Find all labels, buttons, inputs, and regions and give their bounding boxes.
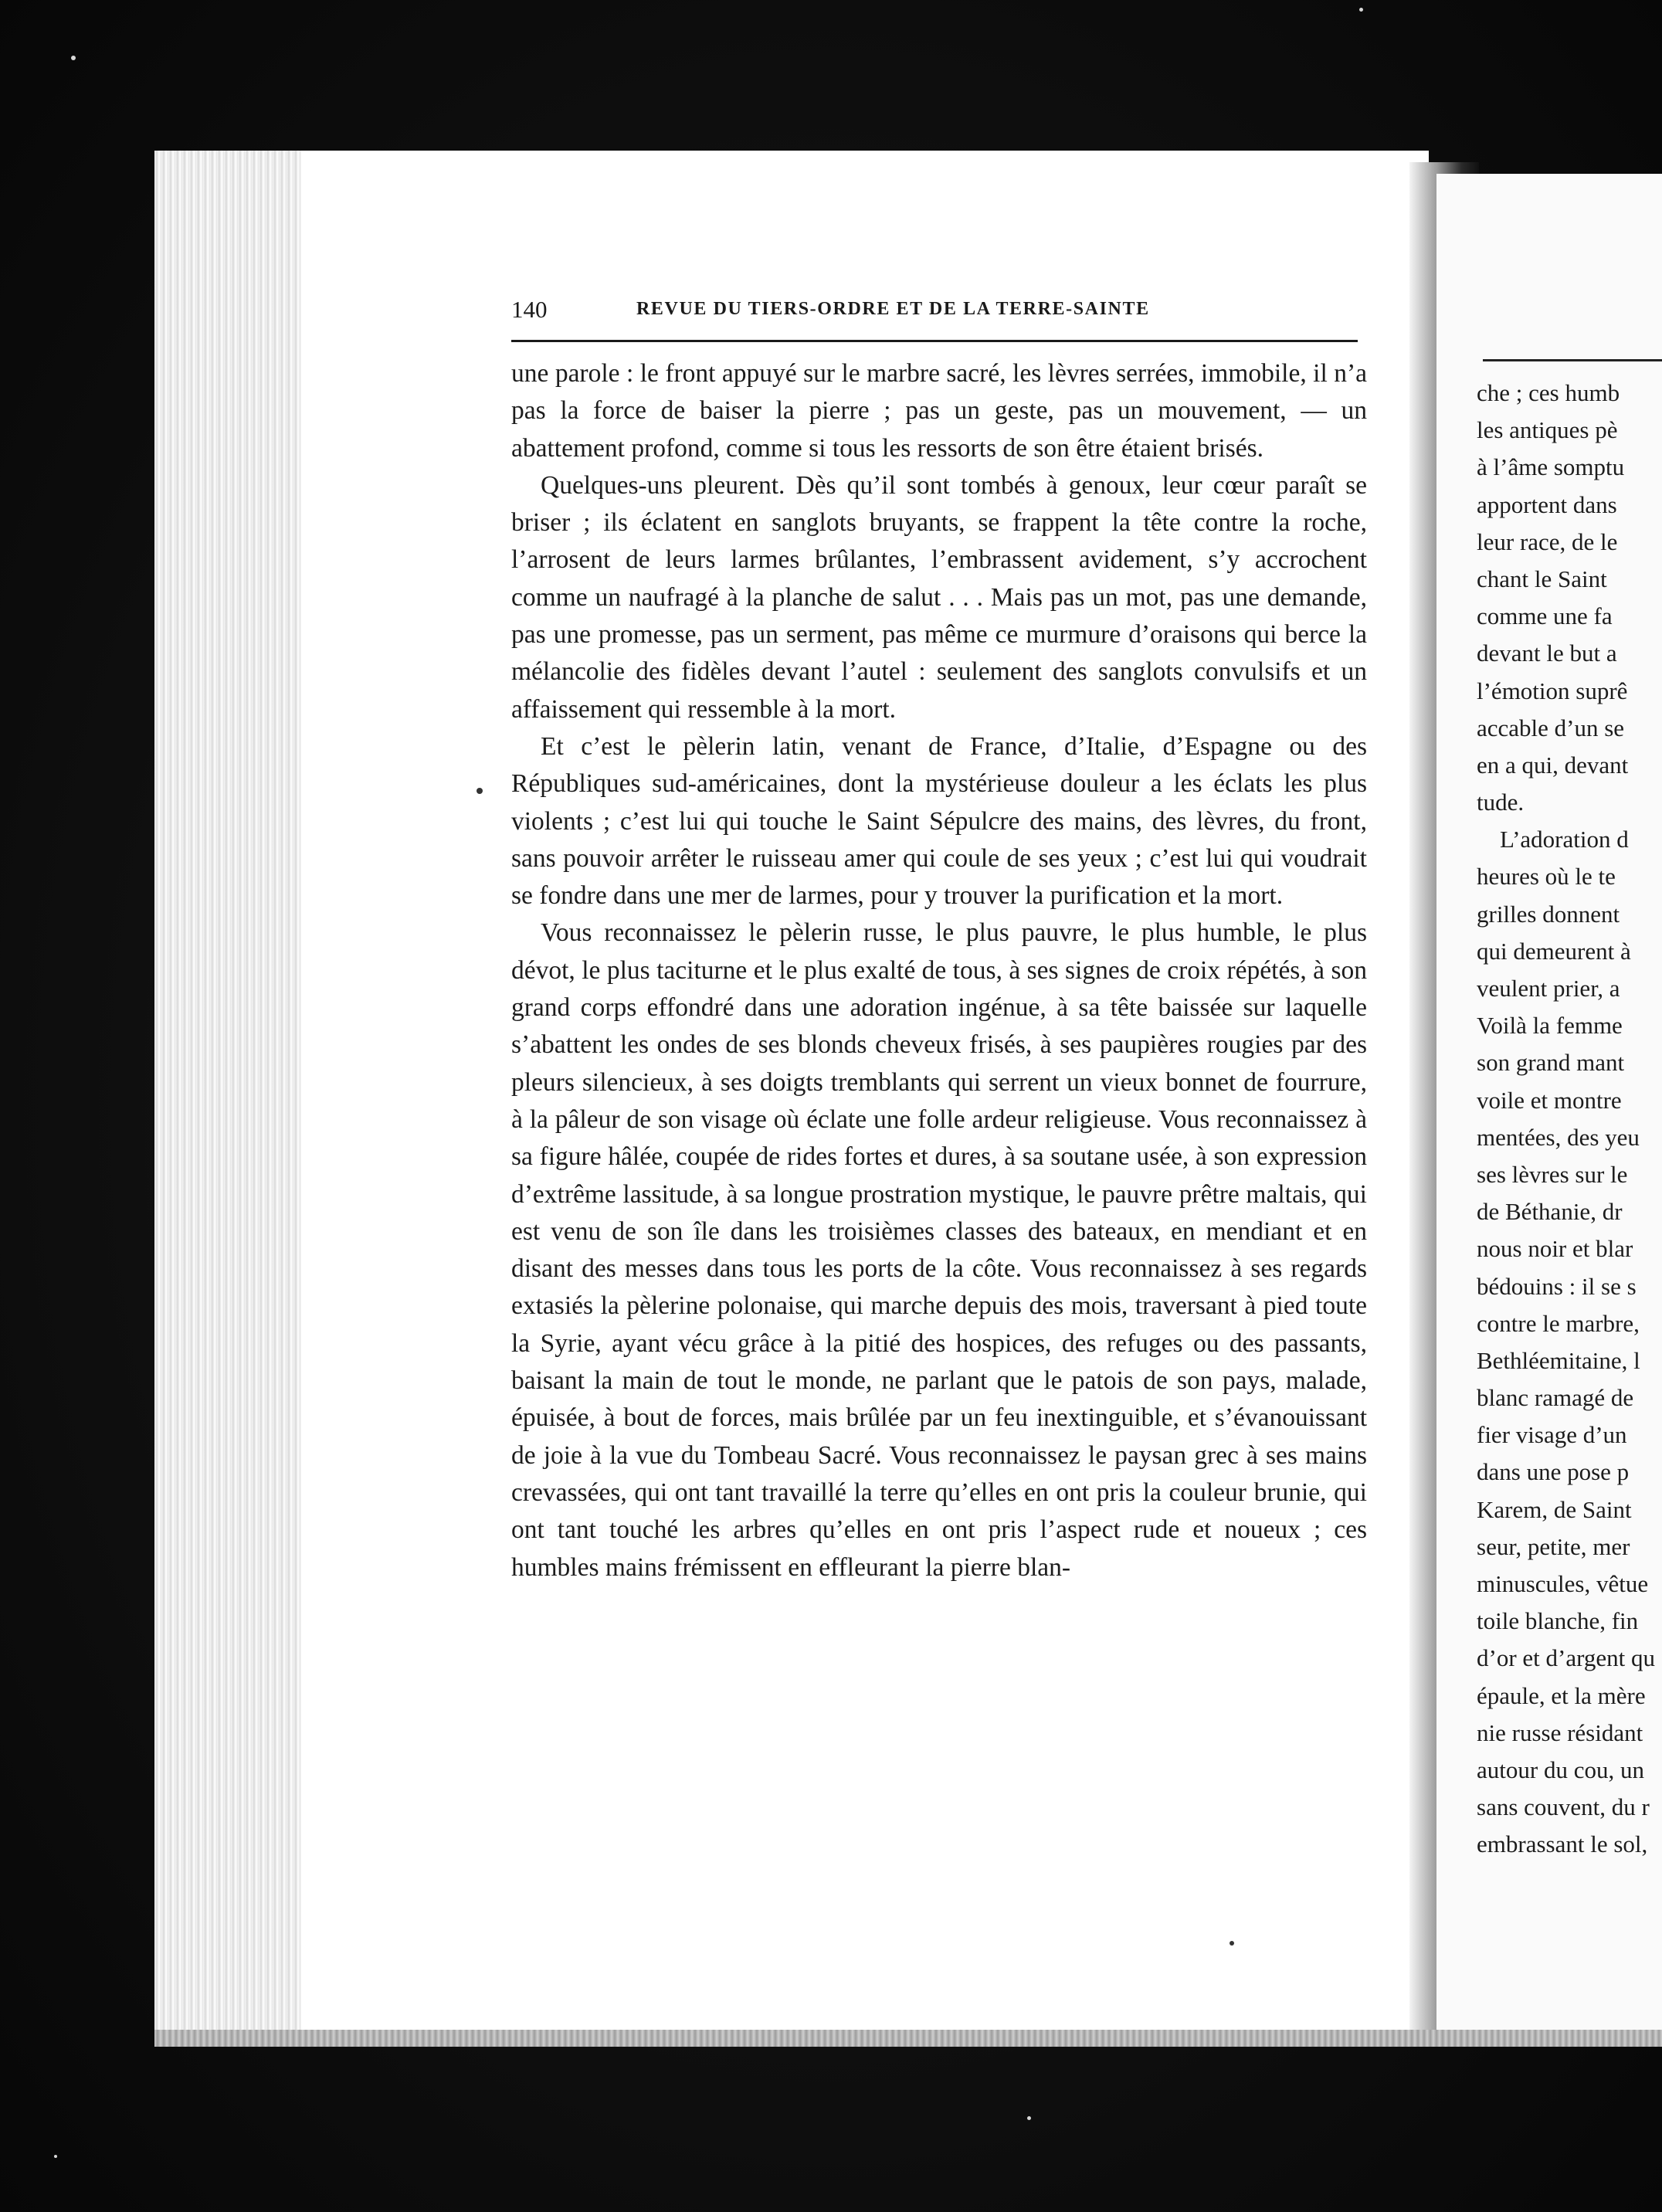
right-page-line: contre le marbre, bbox=[1477, 1309, 1640, 1337]
running-head bbox=[511, 296, 1358, 327]
page-number: 140 bbox=[511, 296, 548, 323]
right-page-header-rule bbox=[1483, 359, 1662, 361]
right-page-line: nie russe résidant bbox=[1477, 1718, 1643, 1746]
scan-speck bbox=[54, 2155, 57, 2158]
right-page-line: tude. bbox=[1477, 789, 1525, 816]
page-bottom-edge bbox=[154, 2030, 1662, 2047]
right-page-line: che ; ces humb bbox=[1477, 379, 1620, 406]
right-page-line: à l’âme somptu bbox=[1477, 453, 1625, 481]
right-page-line: bédouins : il se s bbox=[1477, 1272, 1637, 1300]
margin-mark bbox=[477, 788, 483, 794]
paragraph: une parole : le front appuyé sur le marbre sacré, les lèvres serrées, immobile, il n’a pas la force de baiser la pierre ; pas un geste, pas un mouvement, — un abattement profond, comme si tous les ressorts de son être étaient brisés. bbox=[511, 359, 1367, 463]
right-page-line: chant le Saint bbox=[1477, 565, 1607, 592]
right-page-line: comme une fa bbox=[1477, 602, 1613, 630]
right-page-line: voile et montre bbox=[1477, 1086, 1622, 1114]
right-page-line: épaule, et la mère bbox=[1477, 1681, 1646, 1709]
main-text-block bbox=[511, 355, 1367, 1586]
scan-speck bbox=[1359, 8, 1363, 12]
right-page-line: blanc ramagé de bbox=[1477, 1384, 1634, 1412]
stacked-page-edges bbox=[154, 151, 321, 2043]
right-page-line: nous noir et blar bbox=[1477, 1235, 1633, 1263]
right-page-line: heures où le te bbox=[1477, 863, 1616, 891]
right-page-line: leur race, de le bbox=[1477, 528, 1618, 555]
right-page-line: grilles donnent bbox=[1477, 900, 1620, 928]
paragraph: Quelques-uns pleurent. Dès qu’il sont tombés à genoux, leur cœur paraît se briser ; ils éclatent en sanglots bruyants, se frappent la tête contre la roche, l’arrosent de leurs larmes brûlantes, l’embrassent avidement, s’y accrochent comme un naufragé à la planche de salut . . . Mais pas un mot, pas une demande, pas une promesse, pas un serment, pas même ce murmure d’oraisons qui berce la mélancolie des fidèles devant l’autel : seulement des sanglots convulsifs et un affaissement qui ressemble à la mort. bbox=[511, 470, 1367, 724]
right-page-line: en a qui, devant bbox=[1477, 751, 1629, 779]
right-page-line: mentées, des yeu bbox=[1477, 1123, 1640, 1151]
right-page-line: Karem, de Saint bbox=[1477, 1495, 1632, 1523]
right-page-line: embrassant le sol, bbox=[1477, 1830, 1648, 1858]
scan-speck bbox=[1027, 2116, 1031, 2120]
right-page-line: l’émotion suprê bbox=[1477, 677, 1628, 704]
right-page-line: ses lèvres sur le bbox=[1477, 1160, 1628, 1188]
header-rule bbox=[511, 340, 1358, 342]
right-page-line: L’adoration d bbox=[1500, 826, 1629, 853]
right-page-line: toile blanche, fin bbox=[1477, 1607, 1639, 1635]
right-page-line: qui demeurent à bbox=[1477, 937, 1631, 965]
paragraph: Vous reconnaissez le pèlerin russe, le plus pauvre, le plus humble, le plus dévot, le plus taciturne et le plus exalté de tous, à ses signes de croix répétés, à son grand corps effondré dans une adoration ingénue, à sa tête baissée sur laquelle s’abattent les ondes de ses blonds cheveux frisés, à ses paupières rougies par des pleurs silencieux, à ses doigts tremblants qui serrent un vieux bonnet de fourrure, à la pâleur de son visage où éclate une folle ardeur religieuse. Vous reconnaissez à sa figure hâlée, coupée de rides fortes et dures, à sa soutane usée, à son expression d’extrême lassitude, à sa longue prostration mystique, le pauvre prêtre maltais, qui est venu de son île dans les troisièmes classes des bateaux, en mendiant et en disant des messes dans tous les ports de la côte. Vous reconnaissez à ses regards extasiés la pèlerine polonaise, qui marche depuis des mois, traversant à pied toute la Syrie, ayant vécu grâce à la pitié des hospices, des refuges ou des passants, baisant la main de tout le monde, ne parlant que le patois de son pays, malade, épuisée, à bout de forces, mais brûlée par un feu inextinguible, et s’évanouissant de joie à la vue du Tombeau Sacré. Vous reconnaissez le paysan grec à ses mains crevassées, qui ont tant travaillé la terre qu’elles en ont pris la couleur brunie, qui ont tant touché les arbres qu’elles en ont pris l’aspect rude et noueux ; ces humbles mains frémissent en effleurant la pierre blan- bbox=[511, 918, 1367, 1582]
right-page-line: dans une pose p bbox=[1477, 1458, 1630, 1486]
right-page-line: apportent dans bbox=[1477, 490, 1617, 518]
right-page-line: Voilà la femme bbox=[1477, 1012, 1623, 1040]
right-page-line: son grand mant bbox=[1477, 1049, 1625, 1077]
right-page-text bbox=[1477, 375, 1662, 1864]
right-page-line: fier visage d’un bbox=[1477, 1421, 1627, 1449]
right-page-line: les antiques pè bbox=[1477, 416, 1618, 444]
right-page-line: de Béthanie, dr bbox=[1477, 1198, 1623, 1226]
right-page-line: autour du cou, un bbox=[1477, 1756, 1644, 1783]
right-page-line: veulent prier, a bbox=[1477, 975, 1620, 1002]
right-page-line: minuscules, vêtue bbox=[1477, 1570, 1649, 1597]
right-page-line: accable d’un se bbox=[1477, 714, 1625, 741]
paragraph: Et c’est le pèlerin latin, venant de France, d’Italie, d’Espagne ou des Républiques sud-américaines, dont la mystérieuse douleur a les éclats les plus violents ; c’est lui qui touche le Saint Sépulcre des mains, des lèvres, du front, sans pouvoir arrêter le ruisseau amer qui coule de ses yeux ; c’est lui qui voudrait se fondre dans une mer de larmes, pour y trouver la purification et la mort. bbox=[511, 731, 1367, 911]
journal-title: REVUE DU TIERS-ORDRE ET DE LA TERRE-SAINTE bbox=[636, 299, 1150, 319]
page-mark bbox=[1230, 1941, 1234, 1946]
right-page-line: d’or et d’argent qu bbox=[1477, 1644, 1655, 1672]
scan-speck bbox=[71, 56, 76, 60]
right-page-line: Bethléemitaine, l bbox=[1477, 1346, 1640, 1374]
right-page-line: sans couvent, du r bbox=[1477, 1793, 1650, 1821]
right-page-line: devant le but a bbox=[1477, 640, 1617, 667]
right-page-line: seur, petite, mer bbox=[1477, 1532, 1630, 1560]
